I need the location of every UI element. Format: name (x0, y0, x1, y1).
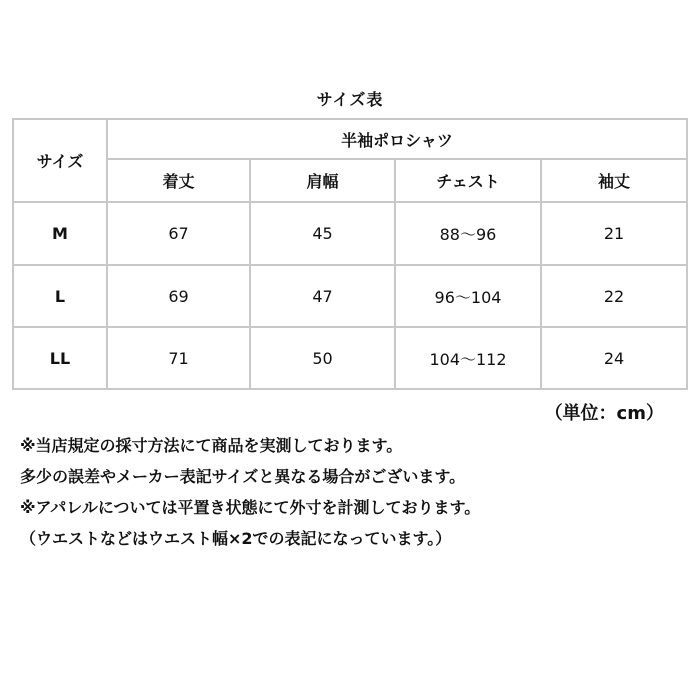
table-cell: 50 (250, 327, 395, 389)
table-cell: 67 (107, 202, 250, 265)
note-line: 多少の誤差やメーカー表記サイズと異なる場合がございます。 (20, 467, 466, 486)
page-title: サイズ表 (316, 90, 384, 109)
table-cell: 96〜104 (395, 265, 541, 327)
table-cell: 22 (541, 265, 687, 327)
size-label-cell: L (13, 265, 107, 327)
table-cell: 104〜112 (395, 327, 541, 389)
unit-label: （単位：cm） (544, 403, 664, 424)
note-line: （ウエストなどはウエスト幅×2での表記になっています。） (20, 529, 452, 548)
table-row (13, 327, 687, 389)
column-header: 着丈 (107, 159, 250, 202)
notes (20, 430, 690, 554)
size-table (12, 118, 688, 390)
size-label-cell: M (13, 202, 107, 265)
table-cell: 71 (107, 327, 250, 389)
table-cell: 69 (107, 265, 250, 327)
product-header-cell: 半袖ポロシャツ (107, 119, 687, 159)
table-cell: 88〜96 (395, 202, 541, 265)
table-cell: 47 (250, 265, 395, 327)
column-header: 袖丈 (541, 159, 687, 202)
table-row (13, 265, 687, 327)
size-label-cell: LL (13, 327, 107, 389)
column-header: チェスト (395, 159, 541, 202)
table-cell: 21 (541, 202, 687, 265)
table-row (13, 202, 687, 265)
column-header: 肩幅 (250, 159, 395, 202)
table-cell: 24 (541, 327, 687, 389)
note-line: ※アパレルについては平置き状態にて外寸を計測しております。 (20, 498, 481, 517)
size-header-cell: サイズ (13, 119, 107, 202)
note-line: ※当店規定の採寸方法にて商品を実測しております。 (20, 436, 403, 455)
table-cell: 45 (250, 202, 395, 265)
